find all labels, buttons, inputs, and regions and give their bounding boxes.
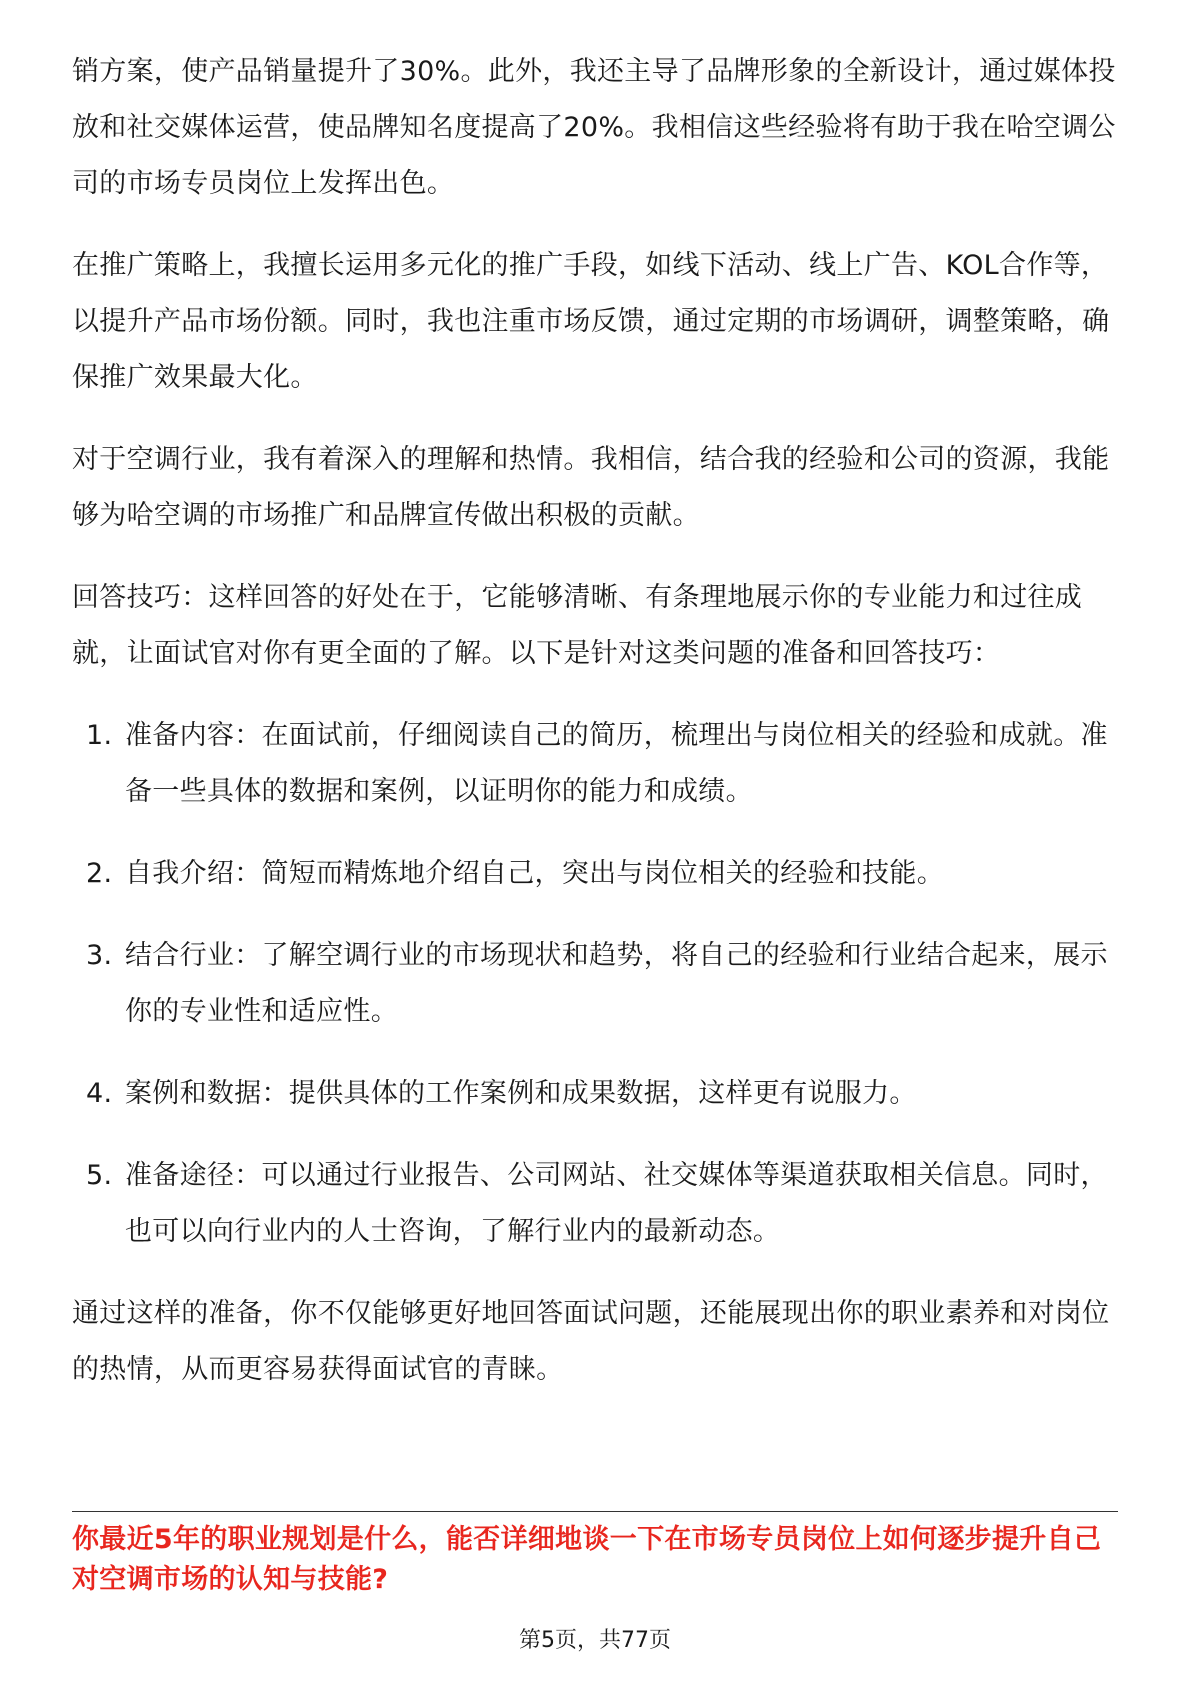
page-number-footer: 第5页，共77页 xyxy=(519,1628,671,1653)
list-text: 准备内容：在面试前，仔细阅读自己的简历，梳理出与岗位相关的经验和成就。准备一些具体的数据和案例，以证明你的能力和成绩。 xyxy=(125,720,1108,807)
list-item xyxy=(72,1148,1118,1260)
answer-paragraph: 销方案，使产品销量提升了30%。此外，我还主导了品牌形象的全新设计，通过媒体投放和社交媒体运营，使品牌知名度提高了20%。我相信这些经验将有助于我在哈空调公司的市场专员岗位上发挥出色。 xyxy=(72,56,1116,199)
list-number: 3. xyxy=(86,940,113,971)
list-item xyxy=(72,846,1118,902)
list-number: 4. xyxy=(86,1078,113,1109)
list-number: 1. xyxy=(86,720,113,751)
section-divider xyxy=(72,1511,1118,1512)
list-number: 5. xyxy=(86,1160,113,1191)
answer-paragraph: 在推广策略上，我擅长运用多元化的推广手段，如线下活动、线上广告、KOL合作等，以提升产品市场份额。同时，我也注重市场反馈，通过定期的市场调研，调整策略，确保推广效果最大化。 xyxy=(72,250,1110,393)
list-text: 自我介绍：简短而精炼地介绍自己，突出与岗位相关的经验和技能。 xyxy=(125,858,944,889)
answer-tips-intro: 回答技巧：这样回答的好处在于，它能够清晰、有条理地展示你的专业能力和过往成就，让面试官对你有更全面的了解。以下是针对这类问题的准备和回答技巧： xyxy=(72,582,1083,669)
list-item xyxy=(72,708,1118,820)
list-text: 结合行业：了解空调行业的市场现状和趋势，将自己的经验和行业结合起来，展示你的专业性和适应性。 xyxy=(125,940,1108,1027)
next-question-heading: 你最近5年的职业规划是什么，能否详细地谈一下在市场专员岗位上如何逐步提升自己对空调市场的认知与技能? xyxy=(72,1524,1102,1595)
list-text: 准备途径：可以通过行业报告、公司网站、社交媒体等渠道获取相关信息。同时，也可以向行业内的人士咨询，了解行业内的最新动态。 xyxy=(125,1160,1108,1247)
list-text: 案例和数据：提供具体的工作案例和成果数据，这样更有说服力。 xyxy=(125,1078,917,1109)
list-item xyxy=(72,928,1118,1040)
page-content xyxy=(72,44,1118,1424)
list-item xyxy=(72,1066,1118,1122)
list-number: 2. xyxy=(86,858,113,889)
closing-paragraph: 通过这样的准备，你不仅能够更好地回答面试问题，还能展现出你的职业素养和对岗位的热情，从而更容易获得面试官的青睐。 xyxy=(72,1298,1110,1385)
tips-list xyxy=(72,708,1118,1260)
answer-paragraph: 对于空调行业，我有着深入的理解和热情。我相信，结合我的经验和公司的资源，我能够为哈空调的市场推广和品牌宣传做出积极的贡献。 xyxy=(72,444,1110,531)
